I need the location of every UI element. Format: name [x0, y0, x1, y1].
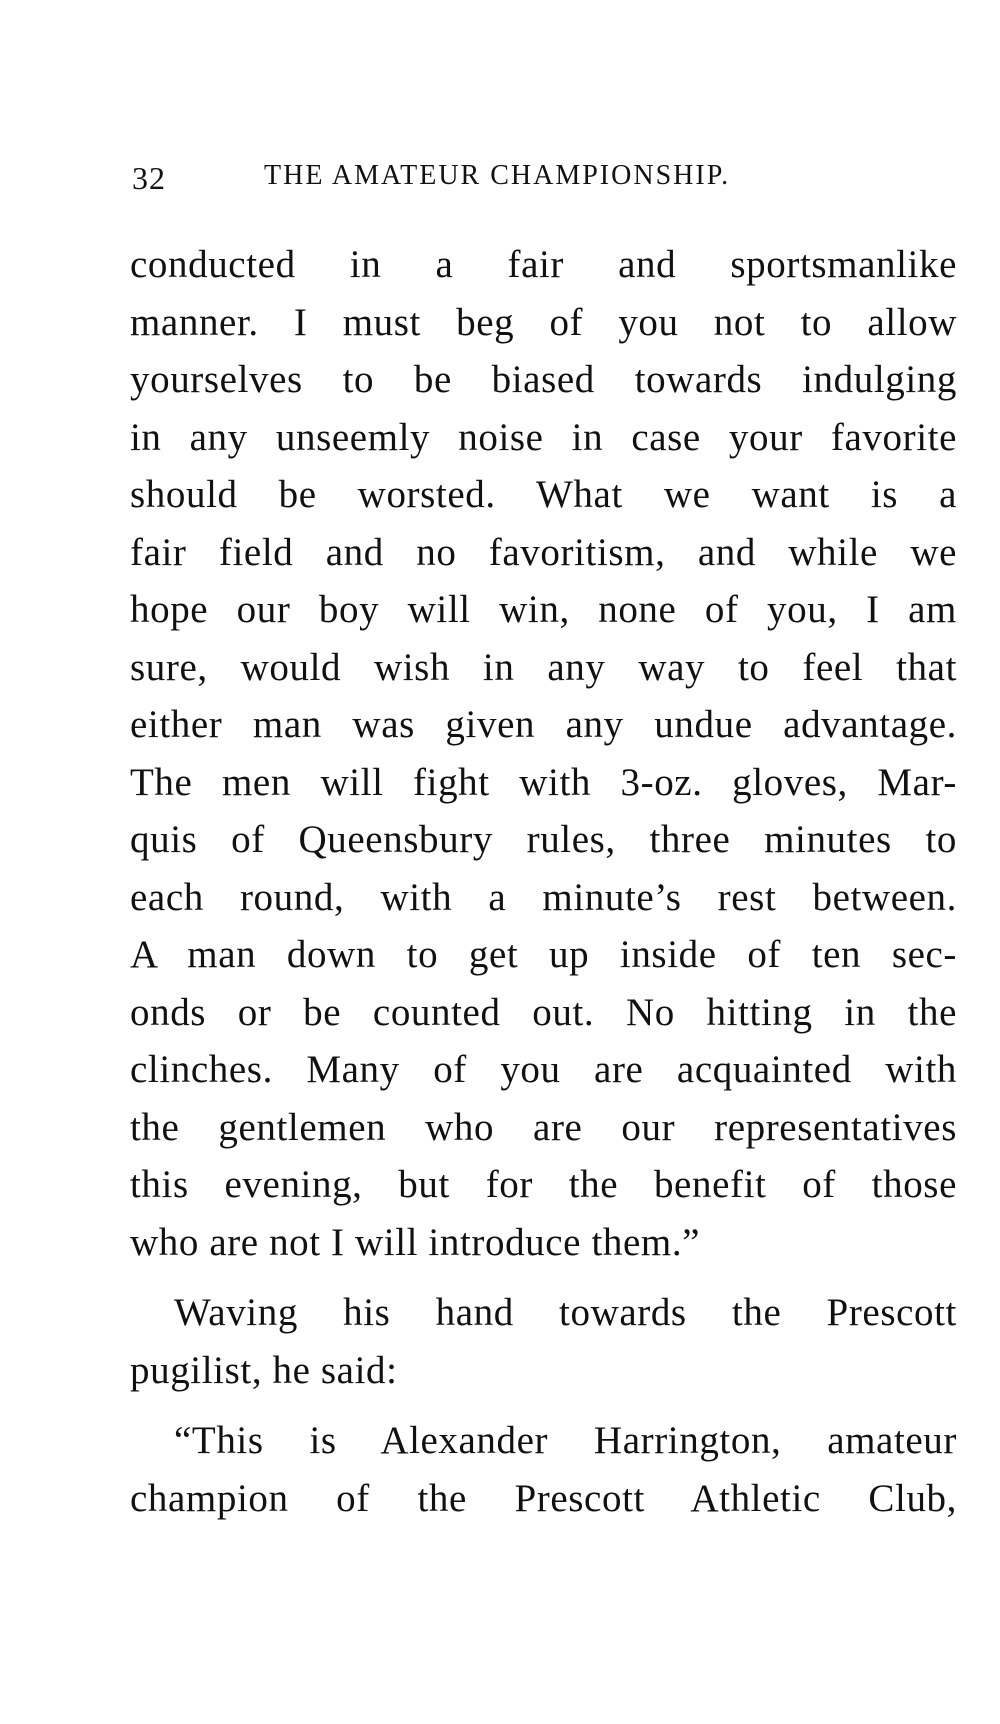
text-line: fair field and no favoritism, and while we — [130, 530, 957, 574]
text-line: onds or be counted out. No hitting in the — [130, 990, 957, 1034]
text-line: the gentlemen who are our representatives — [130, 1105, 957, 1149]
text-line: Waving his hand towards the Prescott — [174, 1291, 957, 1334]
text-line: each round, with a minute’s rest between. — [130, 875, 957, 919]
text-line: A man down to get up inside of ten sec- — [130, 933, 957, 976]
text-line: sure, would wish in any way to feel that — [130, 645, 957, 689]
text-line: in any unseemly noise in case your favorite — [130, 415, 957, 459]
text-line: should be worsted. What we want is a — [130, 473, 957, 516]
text-line: who are not I will introduce them.” — [130, 1220, 701, 1264]
text-line: manner. I must beg of you not to allow — [130, 300, 957, 344]
text-line: “This is Alexander Harrington, amateur — [174, 1419, 957, 1462]
paragraph-gap — [130, 1271, 957, 1284]
body-text — [130, 236, 957, 1527]
paragraph — [130, 1284, 957, 1399]
paragraph-gap — [130, 1399, 957, 1412]
text-line: pugilist, he said: — [130, 1348, 398, 1392]
text-line: quis of Queensbury rules, three minutes to — [130, 818, 957, 861]
text-line: yourselves to be biased towards indulging — [130, 358, 957, 401]
text-line: hope our boy will win, none of you, I am — [130, 588, 957, 631]
page-number: 32 — [132, 160, 166, 196]
paragraph — [130, 236, 957, 1271]
text-line: this evening, but for the benefit of those — [130, 1163, 957, 1206]
running-title: THE AMATEUR CHAMPIONSHIP. — [264, 160, 731, 191]
running-head — [132, 156, 962, 196]
text-line: conducted in a fair and sportsmanlike — [130, 243, 957, 286]
text-line: The men will fight with 3-oz. gloves, Mar- — [130, 760, 957, 804]
text-line: either man was given any undue advantage. — [130, 703, 957, 746]
paragraph — [130, 1412, 957, 1527]
text-line: champion of the Prescott Athletic Club, — [130, 1476, 957, 1520]
text-line: clinches. Many of you are acquainted with — [130, 1048, 957, 1091]
